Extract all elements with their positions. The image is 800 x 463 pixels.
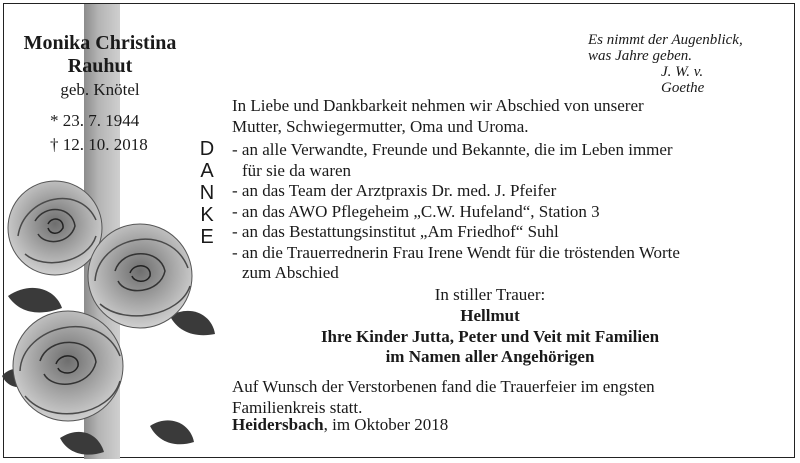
thanks-item: - an das Team der Arztpraxis Dr. med. J. Pfeifer <box>232 181 557 200</box>
deceased-surname: Rauhut <box>67 55 133 77</box>
birth-name: geb. Knötel <box>60 80 140 99</box>
danke-letter: K <box>200 204 214 226</box>
quote-line-2: was Jahre geben. <box>588 48 693 64</box>
intro-text <box>232 96 772 137</box>
danke-vertical <box>196 138 218 248</box>
mourner-spouse: Hellmut <box>460 306 520 325</box>
quote-author: J. W. v. Goethe <box>661 64 705 96</box>
closing-line-2: Familienkreis statt. <box>232 397 363 417</box>
mourning-heading: In stiller Trauer: <box>434 285 546 304</box>
thanks-item: - an das AWO Pflegeheim „C.W. Hufeland“, Station 3 <box>232 201 600 221</box>
mourners-list <box>200 306 780 368</box>
thanks-item-continued: zum Abschied <box>242 263 339 282</box>
closing-line-1: Auf Wunsch der Verstorbenen fand die Trauerfeier im engsten <box>232 377 655 396</box>
rose-top <box>8 181 102 275</box>
danke-letter: N <box>199 182 215 204</box>
danke-letter: E <box>200 226 214 248</box>
rose-right <box>88 224 192 328</box>
intro-line-1: In Liebe und Dankbarkeit nehmen wir Abschied von unserer <box>232 96 644 115</box>
place-name: Heidersbach <box>232 415 324 434</box>
danke-letter: A <box>200 160 214 182</box>
date-text: , im Oktober 2018 <box>323 415 449 434</box>
rose-bottom <box>13 311 123 421</box>
closing-note <box>232 377 732 418</box>
mourner-relatives: im Namen aller Angehörigen <box>385 347 595 366</box>
place-date <box>232 415 448 436</box>
goethe-quote <box>540 32 750 96</box>
mourner-children: Ihre Kinder Jutta, Peter und Veit mit Familien <box>320 326 660 346</box>
thanks-item: - an alle Verwandte, Freunde und Bekannte, die im Leben immer <box>232 140 673 159</box>
quote-line-1: Es nimmt der Augenblick, <box>588 32 743 48</box>
deceased-first-names: Monika Christina <box>23 32 177 54</box>
danke-letter: D <box>199 138 215 160</box>
roses-image <box>0 176 220 461</box>
thanks-item-continued: für sie da waren <box>242 160 352 180</box>
death-date: † 12. 10. 2018 <box>50 135 148 154</box>
thanks-list <box>232 140 792 284</box>
thanks-item: - an das Bestattungsinstitut „Am Friedhof“ Suhl <box>232 222 559 241</box>
thanks-item: - an die Trauerrednerin Frau Irene Wendt für die tröstenden Worte <box>232 242 680 262</box>
life-dates <box>50 109 170 157</box>
birth-date: * 23. 7. 1944 <box>50 111 140 130</box>
intro-line-2: Mutter, Schwiegermutter, Oma und Uroma. <box>232 116 529 136</box>
